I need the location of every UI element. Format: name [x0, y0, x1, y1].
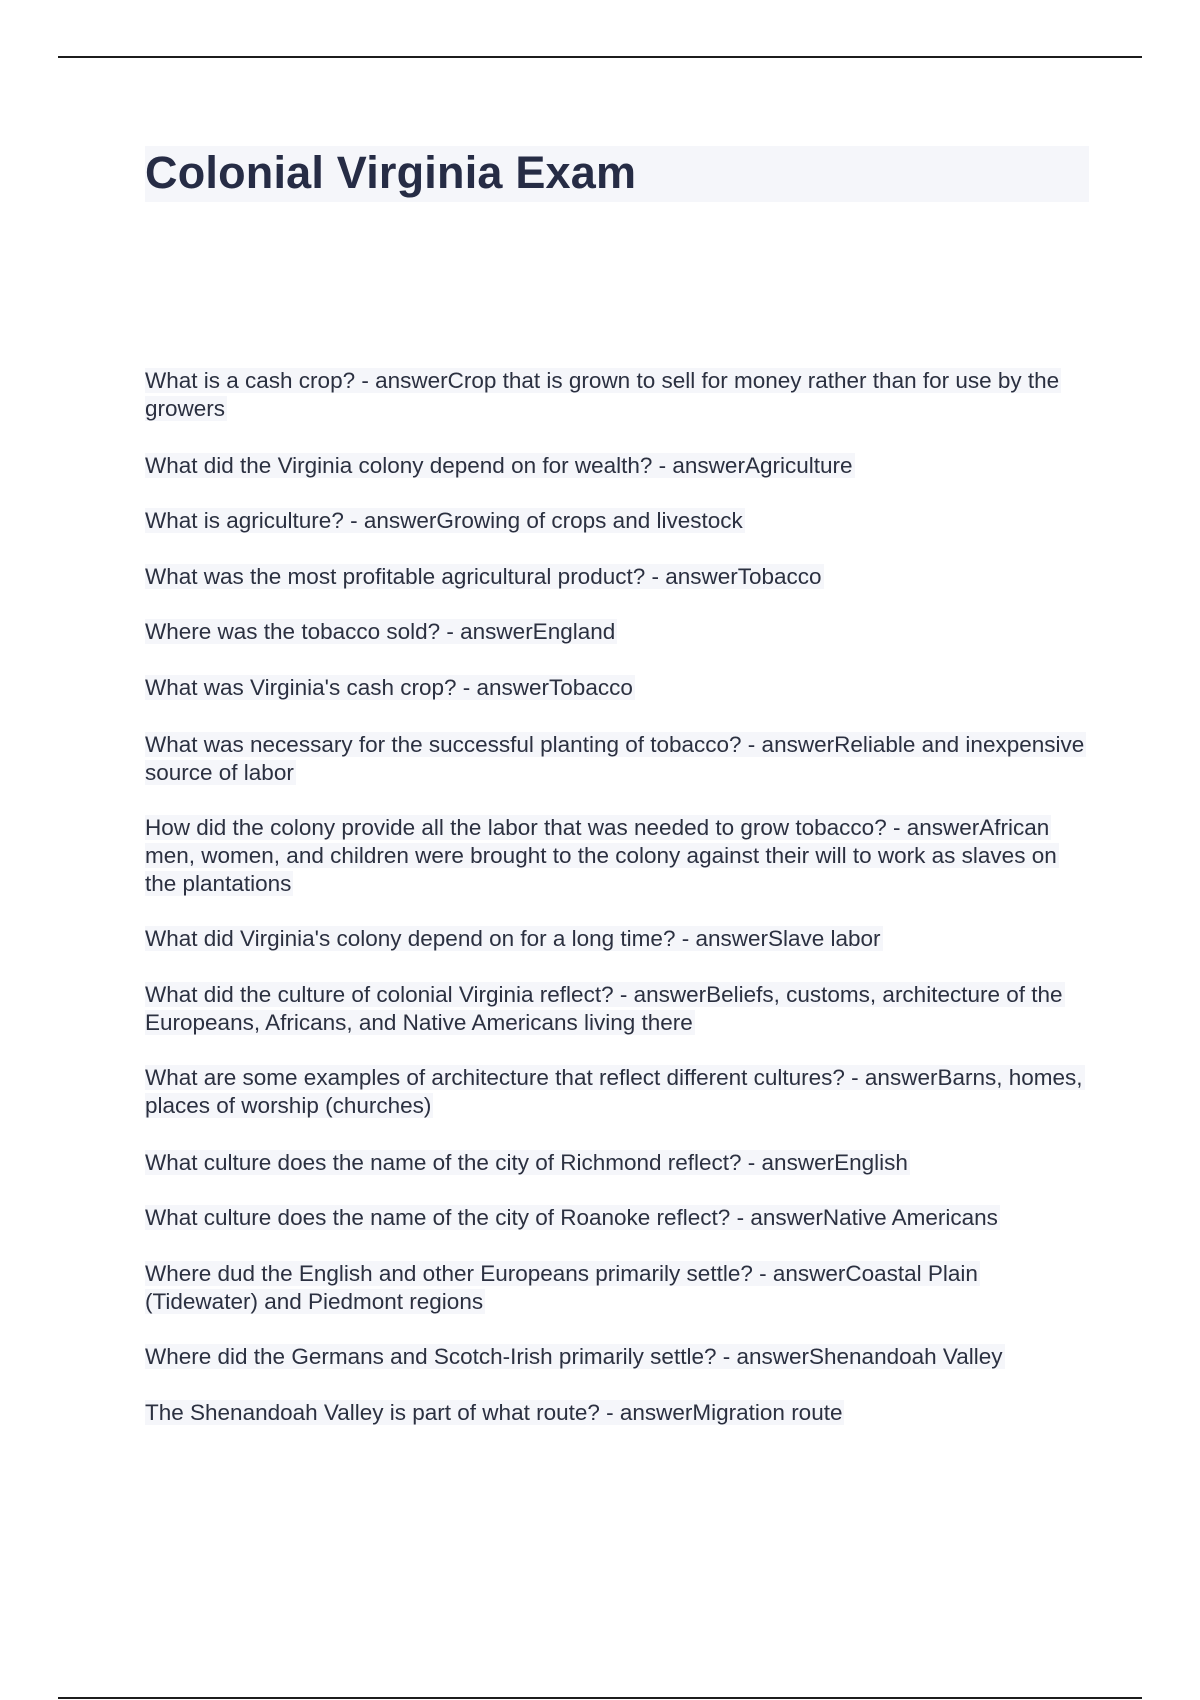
qa-item-text: Where did the Germans and Scotch-Irish primarily settle? - answerShenandoah Valley — [145, 1344, 1003, 1369]
qa-item-text: What was necessary for the successful planting of tobacco? - answerReliable and inexpensive source of labor — [145, 732, 1085, 785]
qa-item-text: How did the colony provide all the labor that was needed to grow tobacco? - answerAfrican men, women, and children were brought to the colony against their will to work as slaves on the plantations — [145, 815, 1057, 896]
qa-item-text: What did Virginia's colony depend on for a long time? - answerSlave labor — [145, 926, 881, 951]
qa-item-14 — [145, 1260, 1093, 1316]
qa-item-text: What culture does the name of the city of Richmond reflect? - answerEnglish — [145, 1150, 908, 1175]
qa-item-text: Where was the tobacco sold? - answerEngland — [145, 619, 616, 644]
qa-item-text: What did the culture of colonial Virginia reflect? - answerBeliefs, customs, architecture of the Europeans, Africans, and Native Americans living there — [145, 982, 1063, 1035]
qa-item-text: The Shenandoah Valley is part of what route? - answerMigration route — [145, 1400, 843, 1425]
qa-item-16 — [145, 1399, 1093, 1427]
qa-item-text: What was the most profitable agricultural product? - answerTobacco — [145, 564, 822, 589]
top-divider — [58, 56, 1142, 58]
bottom-divider — [58, 1697, 1142, 1699]
qa-item-text: What is agriculture? - answerGrowing of crops and livestock — [145, 508, 743, 533]
qa-item-2 — [145, 452, 1093, 480]
qa-item-10 — [145, 981, 1093, 1037]
qa-item-9 — [145, 925, 1093, 953]
qa-item-text: What did the Virginia colony depend on for wealth? - answerAgriculture — [145, 453, 853, 478]
qa-item-13 — [145, 1204, 1093, 1232]
qa-item-text: What was Virginia's cash crop? - answerTobacco — [145, 675, 633, 700]
qa-item-8 — [145, 814, 1093, 898]
qa-item-3 — [145, 507, 1093, 535]
qa-item-5 — [145, 618, 1093, 646]
qa-item-text: Where dud the English and other Europeans primarily settle? - answerCoastal Plain (Tidewater) and Piedmont regions — [145, 1261, 978, 1314]
qa-item-text: What is a cash crop? - answerCrop that is grown to sell for money rather than for use by the growers — [145, 368, 1060, 421]
qa-item-6 — [145, 674, 1093, 702]
page-title: Colonial Virginia Exam — [145, 147, 637, 198]
qa-item-text: What culture does the name of the city of Roanoke reflect? - answerNative Americans — [145, 1205, 998, 1230]
qa-item-text: What are some examples of architecture that reflect different cultures? - answerBarns, homes, places of worship (churches) — [145, 1065, 1083, 1118]
qa-item-15 — [145, 1343, 1093, 1371]
qa-item-1 — [145, 367, 1093, 423]
qa-item-7 — [145, 731, 1093, 787]
qa-item-4 — [145, 563, 1093, 591]
qa-item-12 — [145, 1149, 1093, 1177]
qa-item-11 — [145, 1064, 1093, 1120]
